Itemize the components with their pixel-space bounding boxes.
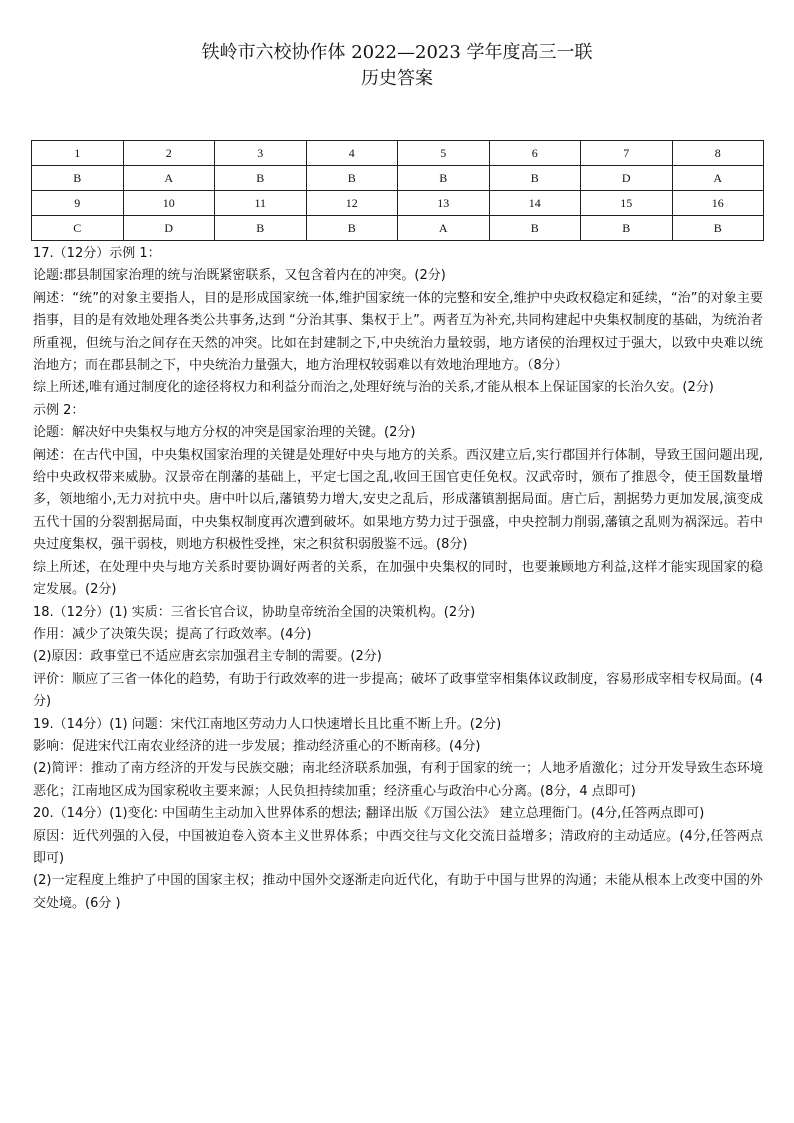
answer-paragraph: (2)简评：推动了南方经济的开发与民族交融；南北经济联系加强，有利于国家的统一；人地矛盾激化；过分开发导致生态环境恶化；江南地区成为国家税收主要来源；人民负担持续加重；经济重心与政治中心分离。(8分，4 点即可) — [33, 761, 763, 799]
answer-paragraph: (2)原因：政事堂已不适应唐玄宗加强君主专制的需要。(2分) — [33, 649, 382, 665]
answer-body — [33, 243, 763, 915]
table-cell: 14 — [489, 191, 581, 216]
answer-paragraph: 18.（12分）(1) 实质：三省长官合议，协助皇帝统治全国的决策机构。(2分) — [33, 604, 476, 620]
table-cell: 8 — [672, 141, 764, 166]
table-cell: B — [215, 166, 307, 191]
answer-paragraph: 阐述：“统”的对象主要指人，目的是形成国家统一体,维护国家统一体的完整和安全,维护中央政权稳定和延续，“治”的对象主要指事，目的是有效地处理各类公共事务,达到 “分治其事、集权于上”。两者互为补充,共同构建起中央集权制度的基础，为统治者所重视，但统与治之间存在天然的冲突。比如在封建制之下,中央统治力量较弱，地方诸侯的治理权过于强大，以致中央难以统治地方；而在郡县制之下，中央统治力量强大，地方治理权较弱难以有效地治理地方。（8分） — [33, 290, 763, 374]
table-cell: 9 — [32, 191, 124, 216]
table-row — [32, 166, 764, 191]
table-row — [32, 191, 764, 216]
table-cell: C — [32, 216, 124, 241]
table-cell: 10 — [123, 191, 215, 216]
answer-paragraph: 影响：促进宋代江南农业经济的进一步发展；推动经济重心的不断南移。(4分) — [33, 738, 481, 754]
answer-paragraph: 17.（12分）示例 1： — [33, 246, 161, 261]
answer-paragraph: 综上所述,唯有通过制度化的途径将权力和利益分而治之,处理好统与治的关系,才能从根本上保证国家的长治久安。(2分) — [33, 380, 714, 396]
answer-paragraph: 示例 2： — [33, 402, 85, 418]
table-cell: D — [581, 166, 673, 191]
answer-paragraph: 综上所述，在处理中央与地方关系时要协调好两者的关系，在加强中央集权的同时，也要兼顾地方利益,这样才能实现国家的稳定发展。(2分) — [33, 559, 763, 598]
table-cell: 16 — [672, 191, 764, 216]
table-cell: 3 — [215, 141, 307, 166]
table-cell: B — [306, 216, 398, 241]
table-cell: A — [672, 166, 764, 191]
answer-paragraph: 论题：解决好中央集权与地方分权的冲突是国家治理的关键。(2分) — [33, 425, 416, 441]
document-subtitle: 历史答案 — [361, 68, 433, 89]
table-cell: B — [581, 216, 673, 241]
table-cell: 13 — [398, 191, 490, 216]
table-cell: 2 — [123, 141, 215, 166]
table-cell: B — [672, 216, 764, 241]
table-cell: 15 — [581, 191, 673, 216]
answer-paragraph: 原因：近代列强的入侵，中国被迫卷入资本主义世界体系；中西交往与文化交流日益增多；清政府的主动适应。(4分,任答两点即可) — [33, 828, 763, 866]
answer-paragraph: 论题:郡县制国家治理的统与治既紧密联系，又包含着内在的冲突。(2分) — [33, 268, 446, 284]
answer-paragraph: (2)一定程度上维护了中国的国家主权；推动中国外交逐渐走向近代化，有助于中国与世界的沟通；未能从根本上改变中国的外交处境。(6分 ) — [33, 873, 763, 911]
table-cell: 7 — [581, 141, 673, 166]
table-row — [32, 141, 764, 166]
table-cell: B — [489, 166, 581, 191]
table-cell: D — [123, 216, 215, 241]
table-cell: 12 — [306, 191, 398, 216]
answer-paragraph: 评价：顺应了三省一体化的趋势，有助于行政效率的进一步提高；破坏了政事堂宰相集体议政制度，容易形成宰相专权局面。(4分) — [33, 671, 763, 710]
table-cell: 1 — [32, 141, 124, 166]
table-cell: 5 — [398, 141, 490, 166]
document-title: 铁岭市六校协作体 2022—2023 学年度高三一联 — [201, 42, 593, 63]
answer-paragraph: 阐述：在古代中国，中央集权国家治理的关键是处理好中央与地方的关系。西汉建立后,实行郡国并行体制，导致王国问题出现,给中央政权带来威胁。汉景帝在削藩的基础上，平定七国之乱,收回王国官吏任免权。汉武帝时，颁布了推恩令，使王国数量增多，领地缩小,无力对抗中央。唐中叶以后,藩镇势力增大,安史之乱后，形成藩镇割据局面。唐亡后，割据势力更加发展,演变成五代十国的分裂割据局面，中央集权制度再次遭到破坏。如果地方势力过于强盛，中央控制力削弱,藩镇之乱则为祸深远。若中央过度集权，强干弱枝，则地方积极性受挫，宋之积贫积弱殷鉴不远。(8分) — [33, 447, 763, 553]
table-cell: B — [32, 166, 124, 191]
table-cell: A — [123, 166, 215, 191]
table-cell: 4 — [306, 141, 398, 166]
answer-paragraph: 20.（14分）(1)变化: 中国萌生主动加入世界体系的想法; 翻译出版《万国公法》 建立总理衙门。(4分,任答两点即可) — [33, 806, 705, 822]
table-cell: B — [489, 216, 581, 241]
answer-paragraph: 作用：减少了决策失误；提高了行政效率。(4分) — [33, 626, 312, 642]
table-cell: B — [398, 166, 490, 191]
table-cell: B — [215, 216, 307, 241]
table-cell: 11 — [215, 191, 307, 216]
table-row — [32, 216, 764, 241]
table-cell: A — [398, 216, 490, 241]
table-cell: B — [306, 166, 398, 191]
table-cell: 6 — [489, 141, 581, 166]
answer-paragraph: 19.（14分）(1) 问题：宋代江南地区劳动力人口快速增长且比重不断上升。(2分) — [33, 716, 502, 732]
answer-table — [31, 140, 764, 241]
